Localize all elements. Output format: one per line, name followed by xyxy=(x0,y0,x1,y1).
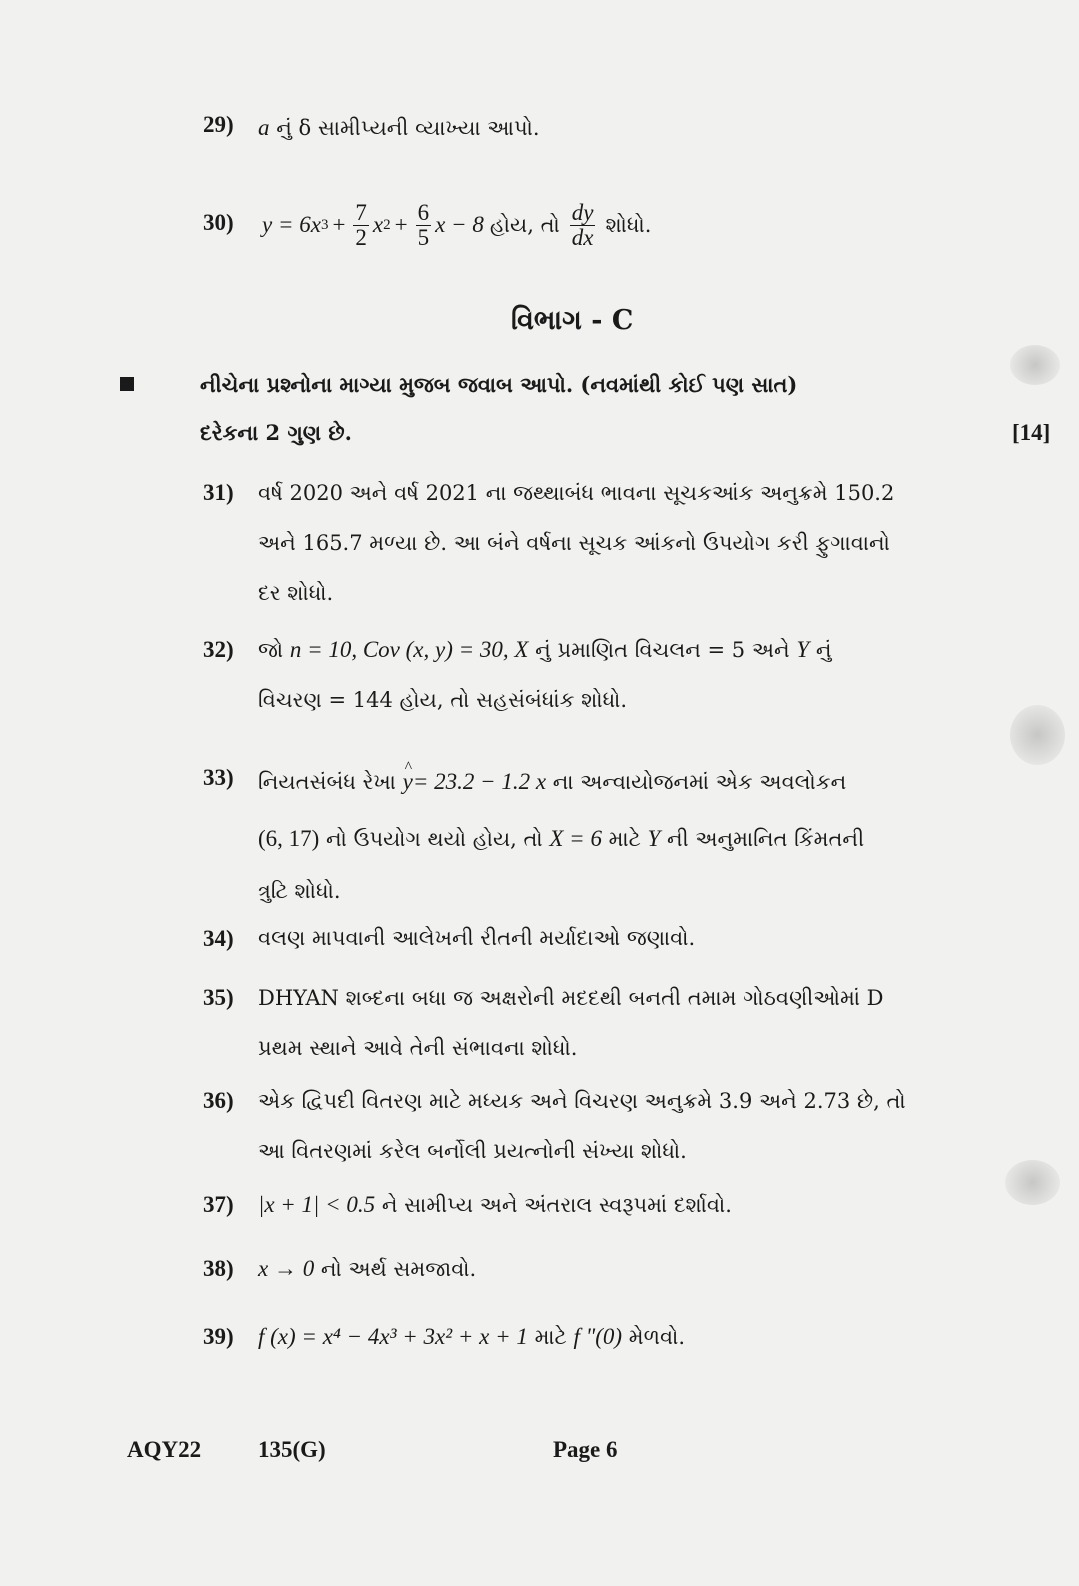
section-title: વિભાગ - C xyxy=(511,305,634,336)
question-number: 34) xyxy=(203,926,234,951)
page-smudge xyxy=(1010,705,1065,765)
question-number: 29) xyxy=(203,112,234,137)
fraction: $\frac{6}{5}$ xyxy=(417,199,430,250)
derivative-equation: y = 6x 3 + $\frac{7}{2}$ x 2 + $\frac{6}{5}$ x − 8 હોય, તો $\frac{dy}{dx}$ શોધો. xyxy=(262,199,652,250)
question-number: 30) xyxy=(203,210,234,235)
variable: a xyxy=(258,115,270,140)
footer-page: Page 6 xyxy=(553,1437,618,1462)
instruction-line: નીચેના પ્રશ્નોના માગ્યા મુજબ જવાબ આપો. (નવમાંથી કોઈ પણ સાત) xyxy=(200,372,798,397)
page-smudge xyxy=(1005,1160,1060,1205)
instruction-line: દરેકના 2 ગુણ છે. xyxy=(200,420,352,445)
question-number: 38) xyxy=(203,1256,234,1281)
question-number: 35) xyxy=(203,985,234,1010)
question-number: 31) xyxy=(203,480,234,505)
fraction: $\frac{7}{2}$ xyxy=(355,199,367,250)
footer-paper: 135(G) xyxy=(258,1437,326,1462)
bullet-square xyxy=(120,377,134,391)
derivative-fraction: $\frac{dy}{dx}$ xyxy=(571,199,594,250)
question-number: 39) xyxy=(203,1324,234,1349)
question-number: 33) xyxy=(203,765,234,790)
question-number: 37) xyxy=(203,1192,234,1217)
question-text: નું δ સામીપ્યની વ્યાખ્યા આપો. xyxy=(276,116,540,140)
page-smudge xyxy=(1010,345,1060,385)
marks-label: [14] xyxy=(1012,420,1051,445)
question-number: 32) xyxy=(203,637,234,662)
footer-code: AQY22 xyxy=(127,1437,202,1462)
question-number: 36) xyxy=(203,1088,234,1113)
